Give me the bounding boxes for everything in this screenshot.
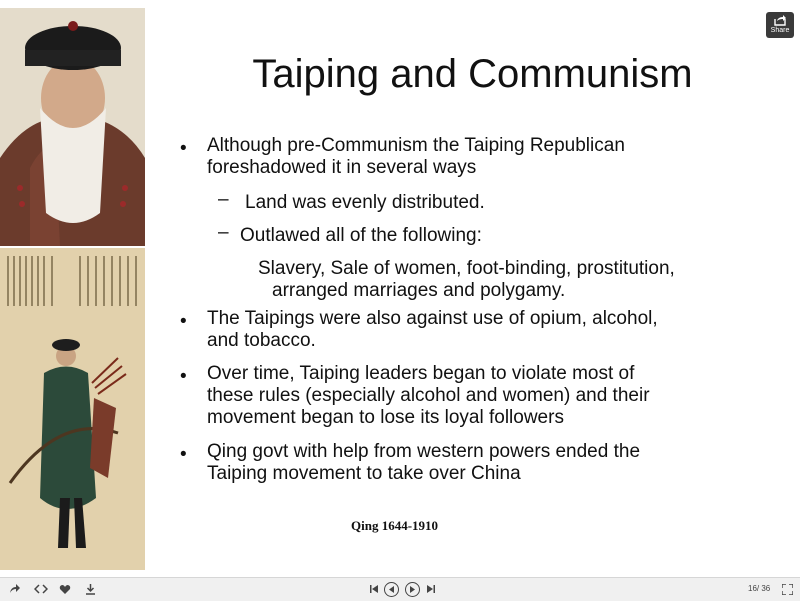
bullet-4-line-2: Taiping movement to take over China (207, 463, 521, 484)
bullet-marker: • (180, 311, 187, 332)
bullet-marker: • (180, 138, 187, 159)
bullet-1-line-2: foreshadowed it in several ways (207, 157, 477, 178)
slide-images (0, 8, 145, 570)
heart-icon (59, 584, 71, 595)
last-slide-button[interactable] (425, 582, 437, 596)
viewer-toolbar (0, 577, 800, 601)
scroll-painting-drawing (0, 248, 145, 570)
portrait-drawing (0, 8, 145, 246)
slide-note: Qing 1644-1910 (351, 518, 439, 533)
bullet-3 (207, 363, 767, 429)
scroll-painting-image (0, 248, 145, 570)
embed-button[interactable] (33, 582, 49, 596)
bullet-2-line-2: and tobacco. (207, 330, 316, 351)
share-arrow-button[interactable] (8, 582, 22, 596)
bullet-3-line-1: Over time, Taiping leaders began to violate most of (207, 363, 635, 384)
sub-bullet-2: Outlawed all of the following: (240, 225, 482, 246)
fullscreen-button[interactable] (780, 582, 794, 596)
sub-detail-line-2: arranged marriages and polygamy. (272, 280, 566, 301)
share-label: Share (770, 27, 790, 34)
skip-forward-icon (426, 585, 436, 593)
fullscreen-icon (782, 584, 793, 595)
slide-title: Taiping and Communism (252, 52, 693, 96)
like-button[interactable] (58, 582, 72, 596)
page-indicator: 16/ 36 (748, 584, 771, 593)
bullet-4-line-1: Qing govt with help from western powers ended the (207, 441, 641, 462)
bullet-1-line-1: Although pre-Communism the Taiping Republican (207, 135, 625, 156)
skip-back-icon (369, 585, 379, 593)
previous-slide-button[interactable] (384, 582, 399, 597)
sub-bullet-dash: – (218, 222, 229, 243)
share-icon (773, 14, 787, 26)
sub-bullet-1: Land was evenly distributed. (245, 192, 485, 213)
download-button[interactable] (83, 582, 97, 596)
share-arrow-icon (9, 584, 21, 594)
next-icon (409, 586, 416, 593)
embed-code-icon (34, 584, 48, 594)
bullet-3-line-3: movement began to lose its loyal followers (207, 407, 564, 428)
share-button[interactable] (766, 12, 794, 38)
bullet-marker: • (180, 366, 187, 387)
bullet-2-line-1: The Taipings were also against use of opium, alcohol, (207, 308, 658, 329)
bullet-1 (207, 135, 767, 179)
sub-bullet-dash: – (218, 189, 229, 210)
sub-detail-line-1: Slavery, Sale of women, foot-binding, prostitution, (258, 258, 675, 279)
bullet-4 (207, 441, 767, 485)
bullet-2 (207, 308, 767, 352)
next-slide-button[interactable] (405, 582, 420, 597)
portrait-image (0, 8, 145, 246)
bullet-marker: • (180, 444, 187, 465)
download-icon (85, 584, 96, 595)
previous-icon (388, 586, 395, 593)
first-slide-button[interactable] (368, 582, 380, 596)
bullet-3-line-2: these rules (especially alcohol and women) and their (207, 385, 650, 406)
